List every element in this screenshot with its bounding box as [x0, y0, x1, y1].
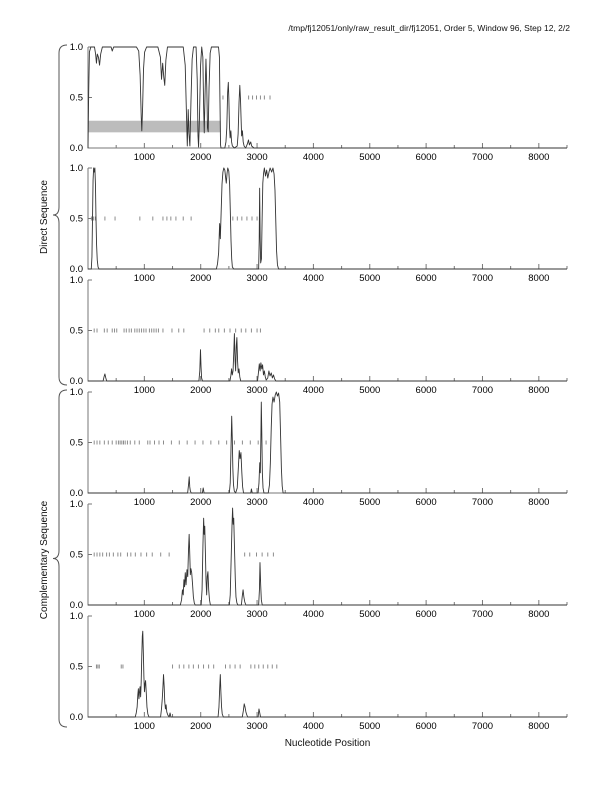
y-tick-label: 1.0 [69, 499, 83, 510]
x-tick-label: 7000 [471, 273, 494, 284]
y-tick-label: 1.0 [69, 42, 83, 53]
probability-curve [88, 392, 567, 493]
x-tick-label: 2000 [190, 721, 212, 732]
probability-curve [88, 631, 567, 717]
x-tick-label: 2000 [190, 609, 212, 620]
x-tick-label: 3000 [246, 609, 268, 620]
x-tick-label: 8000 [528, 497, 550, 508]
x-tick-label: 1000 [133, 385, 155, 396]
y-tick-label: 0.5 [69, 661, 83, 673]
x-tick-label: 3000 [246, 721, 268, 732]
x-tick-label: 5000 [359, 152, 381, 163]
x-tick-label: 4000 [302, 385, 324, 396]
axes [88, 392, 567, 493]
y-tick-label: 1.0 [69, 611, 83, 622]
x-tick-label: 1000 [133, 273, 155, 284]
x-tick-label: 2000 [190, 497, 212, 508]
x-tick-label: 5000 [359, 609, 381, 620]
subplot-complementary-frame-3 [70, 611, 567, 732]
x-tick-label: 6000 [415, 609, 437, 620]
x-tick-label: 4000 [302, 609, 324, 620]
y-tick-label: 0.5 [69, 213, 83, 225]
x-tick-label: 7000 [471, 497, 494, 508]
x-tick-label: 4000 [302, 721, 324, 732]
subplot-complementary-frame-2 [70, 499, 567, 620]
y-tick-label: 1.0 [69, 275, 83, 286]
probability-curve [88, 508, 567, 605]
y-tick-label: 0.5 [69, 92, 83, 104]
y-tick-label: 1.0 [69, 387, 83, 398]
report-title: /tmp/fj12051/only/raw_result_dir/fj12051, Order 5, Window 96, Step 12, 2/2 [288, 23, 570, 33]
x-tick-label: 7000 [471, 609, 494, 620]
x-tick-label: 6000 [415, 152, 437, 163]
axes [88, 168, 567, 269]
x-tick-label: 6000 [415, 273, 437, 284]
x-tick-label: 8000 [528, 152, 550, 163]
y-tick-label: 0.0 [69, 376, 83, 387]
direct-sequence-brace [53, 45, 67, 385]
x-axis-label: Nucleotide Position [284, 738, 371, 749]
x-tick-label: 3000 [246, 497, 268, 508]
y-tick-label: 0.0 [69, 712, 83, 723]
x-tick-label: 6000 [415, 721, 437, 732]
axes [88, 47, 567, 148]
x-tick-label: 5000 [359, 273, 381, 284]
x-tick-label: 2000 [190, 385, 212, 396]
x-tick-label: 2000 [190, 273, 212, 284]
y-tick-label: 0.5 [69, 549, 83, 561]
axes [88, 616, 567, 717]
x-tick-label: 1000 [133, 497, 155, 508]
x-tick-label: 5000 [359, 497, 381, 508]
x-tick-label: 8000 [528, 273, 550, 284]
complementary-sequence-brace [53, 390, 67, 727]
x-tick-label: 6000 [415, 497, 437, 508]
probability-curve [88, 168, 567, 269]
y-tick-label: 1.0 [69, 163, 83, 174]
x-tick-label: 2000 [190, 152, 212, 163]
y-tick-label: 0.5 [69, 437, 83, 449]
y-tick-label: 0.5 [69, 325, 83, 337]
probability-curve [88, 47, 567, 148]
x-tick-label: 4000 [302, 152, 324, 163]
x-tick-label: 8000 [528, 385, 550, 396]
y-tick-label: 0.0 [69, 143, 83, 154]
x-tick-label: 1000 [133, 152, 155, 163]
y-tick-label: 0.0 [69, 488, 83, 499]
x-tick-label: 7000 [471, 721, 494, 732]
x-tick-label: 6000 [415, 385, 437, 396]
x-tick-label: 4000 [302, 497, 324, 508]
subplot-direct-frame-2 [70, 163, 567, 284]
x-tick-label: 5000 [359, 385, 381, 396]
subplot-direct-frame-3 [70, 275, 567, 396]
shaded-region [88, 121, 221, 133]
x-tick-label: 4000 [302, 273, 324, 284]
x-tick-label: 7000 [471, 152, 494, 163]
probability-curve [88, 334, 567, 381]
x-tick-label: 7000 [471, 385, 494, 396]
x-tick-label: 1000 [133, 609, 155, 620]
subplot-complementary-frame-1 [70, 387, 567, 508]
x-tick-label: 8000 [528, 609, 550, 620]
direct-sequence-label: Direct Sequence [39, 180, 50, 254]
complementary-sequence-label: Complementary Sequence [39, 500, 50, 620]
axes [88, 280, 567, 381]
x-tick-label: 3000 [246, 273, 268, 284]
subplot-direct-frame-1 [70, 42, 567, 163]
x-tick-label: 3000 [246, 152, 268, 163]
x-tick-label: 5000 [359, 721, 381, 732]
y-tick-label: 0.0 [69, 600, 83, 611]
y-tick-label: 0.0 [69, 264, 83, 275]
axes [88, 504, 567, 605]
x-tick-label: 1000 [133, 721, 155, 732]
x-tick-label: 8000 [528, 721, 550, 732]
x-tick-label: 3000 [246, 385, 268, 396]
